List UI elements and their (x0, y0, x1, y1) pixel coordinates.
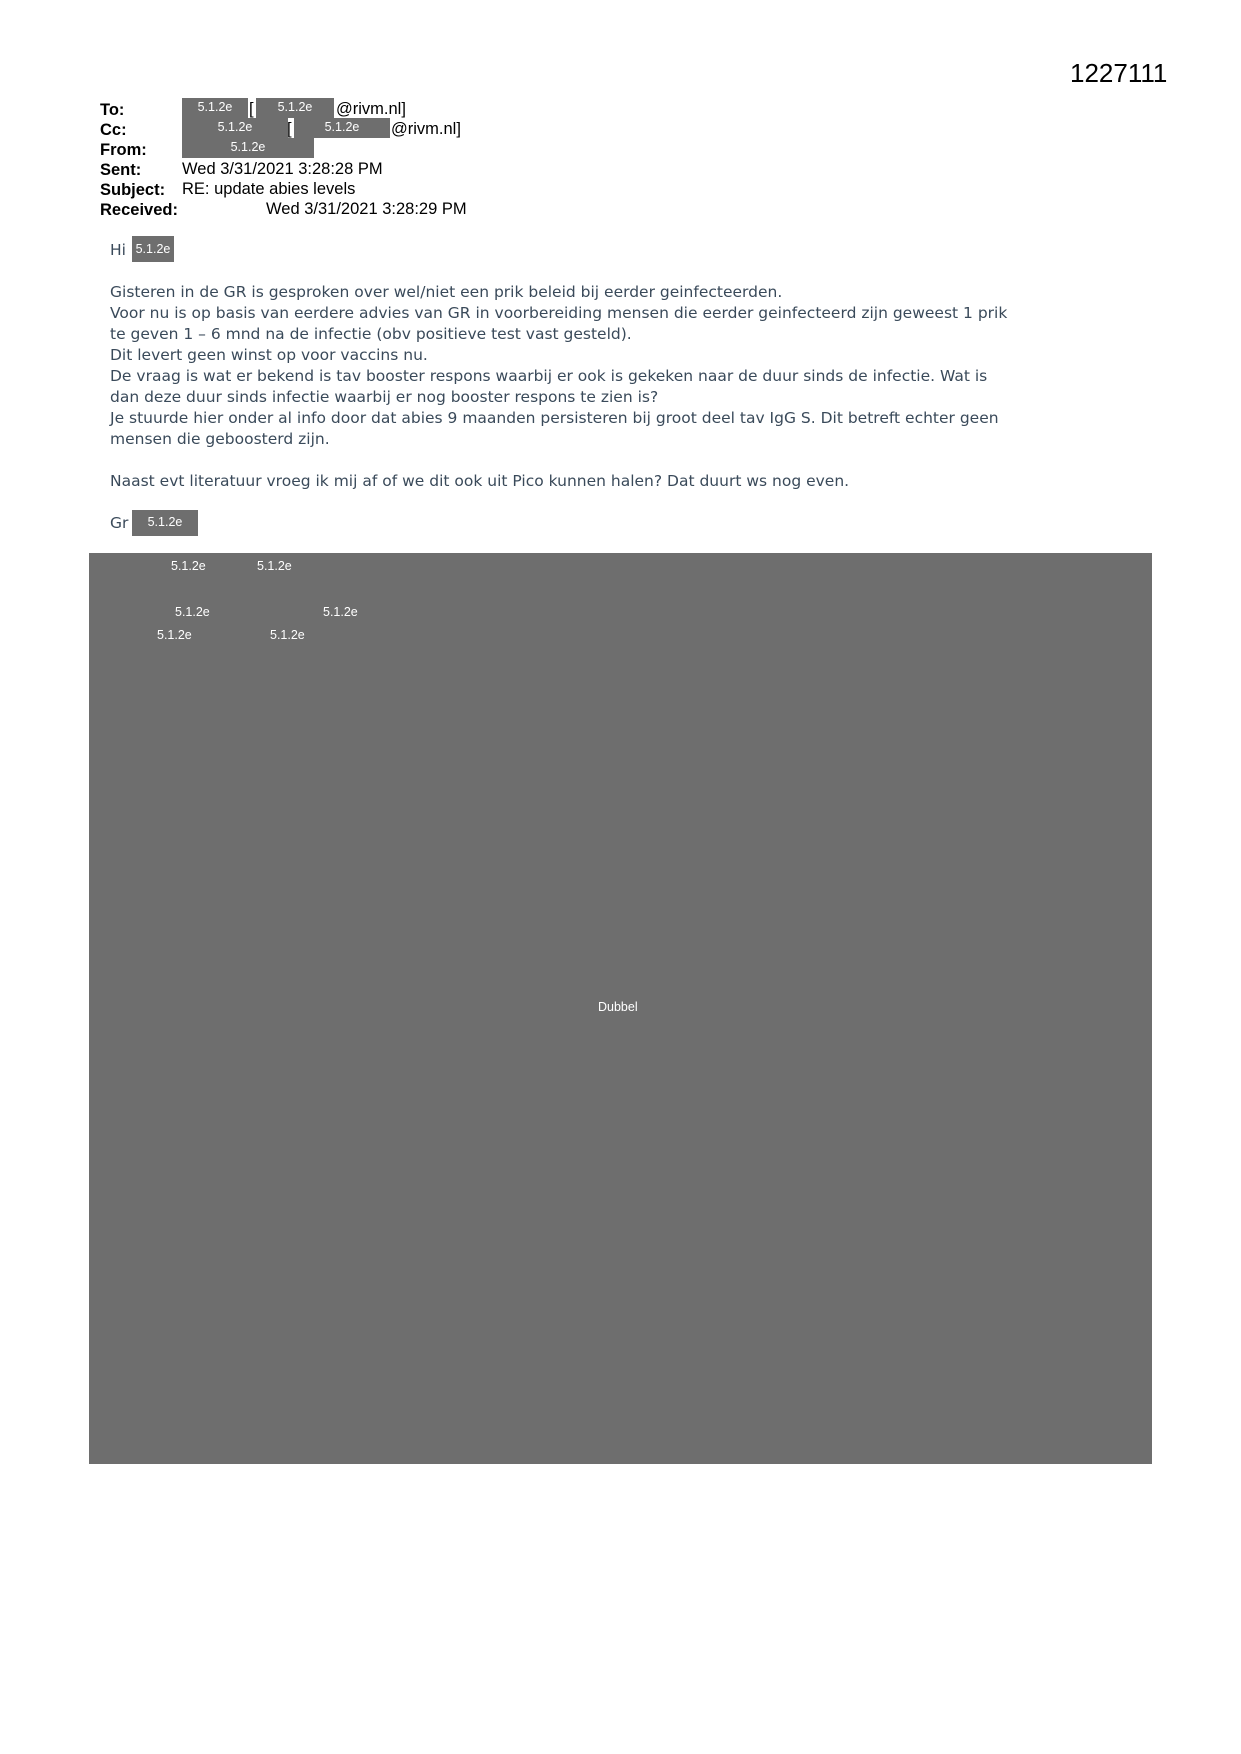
to-separator: [ (249, 100, 254, 118)
redaction-tag: 5.1.2e (257, 559, 292, 573)
received-value: Wed 3/31/2021 3:28:29 PM (266, 200, 467, 218)
to-redaction-1: 5.1.2e (182, 98, 248, 118)
body-line: Gisteren in de GR is gesproken over wel/niet een prik beleid bij eerder geinfecteerden. (110, 283, 783, 301)
from-label: From: (100, 141, 147, 159)
subject-value: RE: update abies levels (182, 180, 356, 198)
to-redaction-2: 5.1.2e (256, 98, 334, 118)
redaction-tag: 5.1.2e (175, 605, 210, 619)
body-line: De vraag is wat er bekend is tav booster respons waarbij er ook is gekeken naar de duur sinds de infectie. Wat is (110, 367, 988, 385)
sent-value: Wed 3/31/2021 3:28:28 PM (182, 160, 383, 178)
redaction-tag: 5.1.2e (270, 628, 305, 642)
received-label: Received: (100, 201, 178, 219)
redacted-block (89, 553, 1152, 1464)
cc-separator: [ (287, 120, 292, 138)
signoff-redaction: 5.1.2e (132, 510, 198, 536)
cc-label: Cc: (100, 121, 127, 139)
cc-email-suffix: @rivm.nl] (391, 120, 461, 138)
redaction-tag: 5.1.2e (323, 605, 358, 619)
body-line: Je stuurde hier onder al info door dat abies 9 maanden persisteren bij groot deel tav IgG S. Dit betreft echter geen (110, 409, 999, 427)
cc-redaction-1: 5.1.2e (182, 118, 288, 138)
from-redaction: 5.1.2e (182, 138, 314, 158)
body-line: te geven 1 – 6 mnd na de infectie (obv positieve test vast gesteld). (110, 325, 632, 343)
redaction-reason: Dubbel (598, 1000, 638, 1014)
body-line: dan deze duur sinds infectie waarbij er nog booster respons te zien is? (110, 388, 659, 406)
subject-label: Subject: (100, 181, 166, 199)
document-id: 1227111 (1070, 58, 1168, 88)
body-line: mensen die geboosterd zijn. (110, 430, 330, 448)
body-line: Dit levert geen winst op voor vaccins nu. (110, 346, 428, 364)
message-body (110, 282, 1120, 492)
redaction-tag: 5.1.2e (171, 559, 206, 573)
greeting-redaction: 5.1.2e (132, 236, 174, 262)
to-label: To: (100, 101, 125, 119)
redaction-tag: 5.1.2e (157, 628, 192, 642)
to-email-suffix: @rivm.nl] (336, 100, 406, 118)
closing-question: Naast evt literatuur vroeg ik mij af of we dit ook uit Pico kunnen halen? Dat duurt ws nog even. (110, 472, 850, 490)
cc-redaction-2: 5.1.2e (294, 118, 390, 138)
greeting: Hi (110, 241, 126, 259)
signoff: Gr (110, 514, 129, 532)
sent-label: Sent: (100, 161, 142, 179)
body-line: Voor nu is op basis van eerdere advies van GR in voorbereiding mensen die eerder geinfecteerd zijn geweest 1 prik (110, 304, 1008, 322)
